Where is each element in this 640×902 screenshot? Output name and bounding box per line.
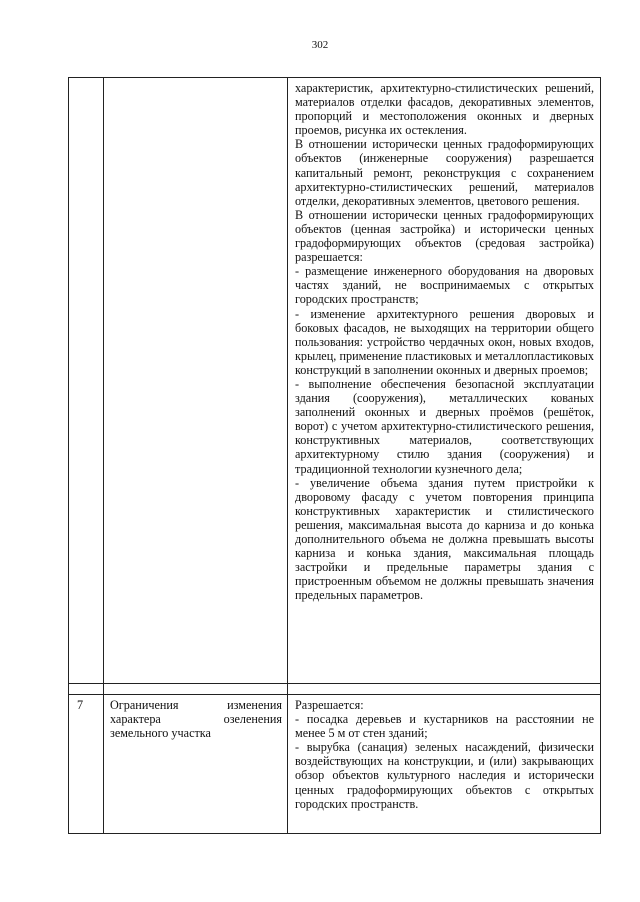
paragraph: - вырубка (санация) зеленых насаждений, физически воздействующих на конструкции, и (или) закрывающих обзор объектов культурного наследия и исторически ценных градоформирующих объектов с открытых городских пространств. [295, 740, 594, 811]
table-row-spacer [69, 684, 601, 695]
regulations-table [68, 77, 601, 834]
row-label-cell [104, 78, 288, 684]
row-text-cell [288, 695, 601, 834]
table-row [69, 695, 601, 834]
paragraph: характеристик, архитектурно-стилистических решений, материалов отделки фасадов, декоративных элементов, пропорций и местоположения оконных и дверных проемов, рисунка их остекления. [295, 81, 594, 138]
page-number: 302 [311, 39, 329, 51]
table-row [69, 78, 601, 684]
spacer-cell [104, 684, 288, 695]
row-number-cell: 7 [69, 695, 104, 834]
row-number-cell [69, 78, 104, 684]
paragraph: - посадка деревьев и кустарников на расстоянии не менее 5 м от стен зданий; [295, 712, 594, 741]
spacer-cell [288, 684, 601, 695]
paragraph: - выполнение обеспечения безопасной эксплуатации здания (сооружения), металлических кованых заполнений оконных и дверных проёмов (решёток, ворот) с учетом архитектурно-стилистического решения, конструктивных материалов, соответствующих архитектурному стилю здания (сооружения) и традиционной технологии кузнечного дела; [295, 376, 594, 476]
paragraph: В отношении исторически ценных градоформирующих объектов (инженерные сооружения) разрешается капитальный ремонт, реконструкция с сохранением архитектурно-стилистических решений, материалов отделки, декоративных элементов, цветового решения. [295, 137, 594, 208]
row-label: Ограничения изменения характера озеленения земельного участка [110, 698, 282, 741]
paragraph: В отношении исторически ценных градоформирующих объектов (ценная застройка) и исторически ценных градоформирующих объектов (средовая застройка) разрешается: [295, 207, 594, 265]
row-label-cell [104, 695, 288, 834]
paragraph: - изменение архитектурного решения дворовых и боковых фасадов, не выходящих на территории общего пользования: устройство чердачных окон, новых входов, крылец, применение пластиковых и металлопластиковых конструкций в заполнении оконных и дверных проемов; [295, 306, 594, 377]
spacer-cell [69, 684, 104, 695]
paragraph: - размещение инженерного оборудования на дворовых частях зданий, не воспринимаемых с открытых городских пространств; [295, 264, 594, 307]
paragraph: Разрешается: [295, 698, 364, 712]
paragraph: - увеличение объема здания путем пристройки к дворовому фасаду с учетом повторения принципа конструктивных характеристик и стилистического решения, максимальная высота до карниза и до конька дополнительного объема не должна превышать высоты карниза и конька здания, максимальная площадь застройки и предельные параметры здания с пристроенным объемом не должны превышать значения предельных параметров. [295, 475, 594, 603]
row-text-cell [288, 78, 601, 684]
